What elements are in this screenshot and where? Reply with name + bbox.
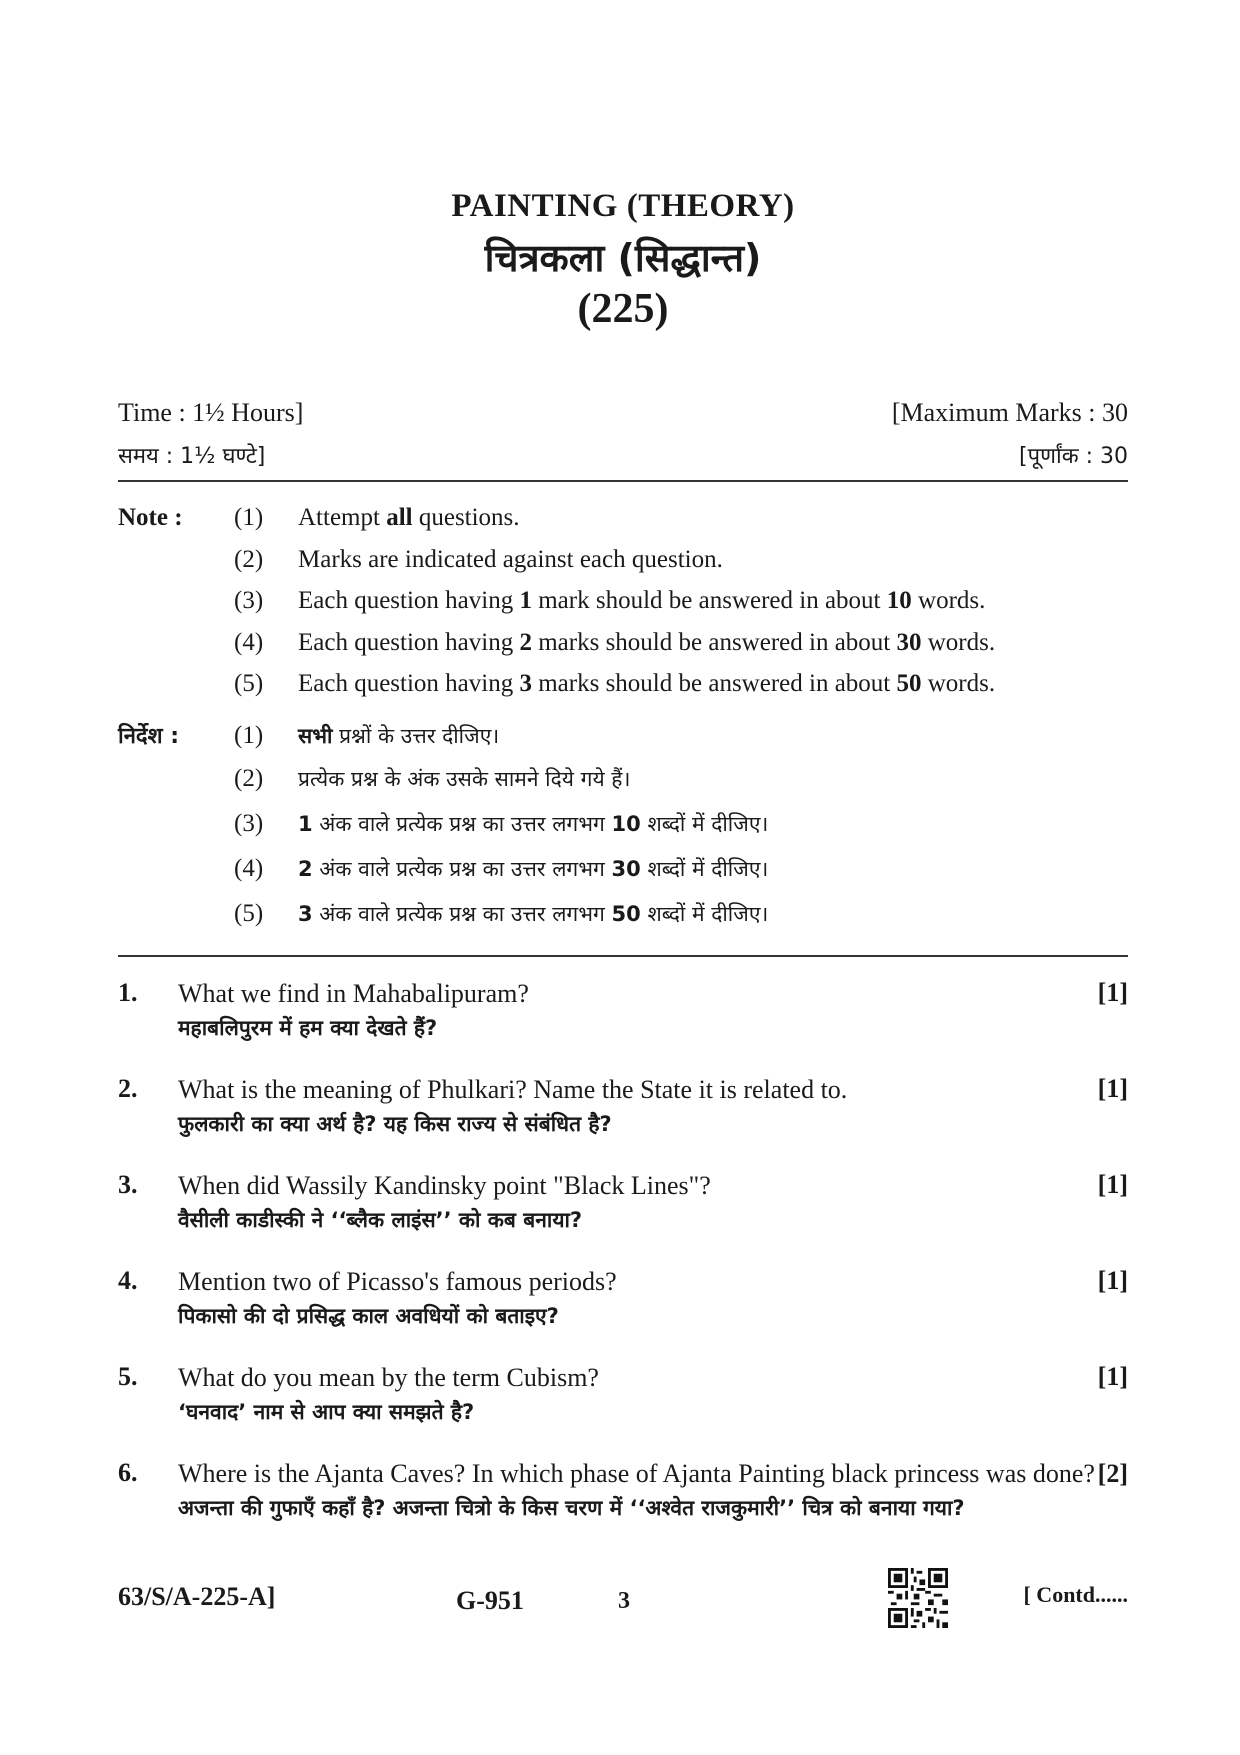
time-hindi: समय : 1½ घण्टे] (118, 444, 266, 469)
question-text-hindi: महाबलिपुरम में हम क्या देखते हैं? (178, 1016, 438, 1040)
exam-meta (118, 392, 1128, 476)
divider (118, 955, 1128, 957)
exam-page (118, 0, 1128, 1755)
question-marks: [1] (1097, 1362, 1128, 1391)
question-text-hindi: अजन्ता की गुफाएँ कहाँ है? अजन्ता चित्रो के किस चरण में ‘‘अश्वेत राजकुमारी’’ चित्र को बनाया गया? (178, 1496, 965, 1520)
paper-code: 63/S/A-225-A] (118, 1582, 276, 1611)
page-footer (118, 1568, 1128, 1638)
question-text-hindi: फुलकारी का क्या अर्थ है? यह किस राज्य से संबंधित है? (178, 1112, 612, 1136)
note-item: Note : (1) Attempt all questions. (118, 504, 520, 531)
note-item-hindi: निर्देश : (1) सभी प्रश्नों के उत्तर दीजिए। (118, 721, 500, 749)
question-5: 5. What do you mean by the term Cubism? ‘घनवाद’ नाम से आप क्या समझते है? [1] (118, 1362, 1128, 1428)
continued-label: [ Contd...... (1023, 1582, 1128, 1607)
question-6: 6. Where is the Ajanta Caves? In which phase of Ajanta Painting black princess was done? [2] अजन्ता की गुफाएँ कहाँ है? अजन्ता चित्रो के किस चरण में ‘‘अश्वेत राजकुमारी’’ चित्र को बनाया गया? (118, 1458, 1128, 1524)
note-item-hindi: (2) प्रत्येक प्रश्न के अंक उसके सामने दिये गये हैं। (234, 764, 631, 792)
question-text: What we find in Mahabalipuram? (178, 979, 529, 1008)
time-english: Time : 1½ Hours] (118, 398, 304, 427)
series-code: G-951 (456, 1586, 524, 1615)
question-3: 3. When did Wassily Kandinsky point "Black Lines"? वैसीली काडीस्की ने ‘‘ब्लैक लाइंस’’ को कब बनाया? [1] (118, 1170, 1128, 1236)
qr-code-icon (888, 1568, 948, 1628)
question-text-hindi: पिकासो की दो प्रसिद्ध काल अवधियों को बताइए? (178, 1304, 559, 1328)
question-marks: [1] (1097, 1266, 1128, 1295)
question-1: 1. What we find in Mahabalipuram? महाबलिपुरम में हम क्या देखते हैं? [1] (118, 978, 1128, 1044)
question-text-hindi: ‘घनवाद’ नाम से आप क्या समझते है? (178, 1400, 475, 1424)
page-number: 3 (618, 1588, 630, 1614)
question-text: Where is the Ajanta Caves? In which phase of Ajanta Painting black princess was done? (178, 1459, 1095, 1488)
divider (118, 480, 1128, 482)
question-marks: [1] (1097, 978, 1128, 1007)
note-item: (2) Marks are indicated against each question. (234, 545, 723, 573)
question-text: When did Wassily Kandinsky point "Black Lines"? (178, 1171, 711, 1200)
question-text-hindi: वैसीली काडीस्की ने ‘‘ब्लैक लाइंस’’ को कब बनाया? (178, 1208, 583, 1232)
max-marks-hindi: [पूर्णांक : 30 (1019, 444, 1128, 469)
question-marks: [1] (1097, 1170, 1128, 1199)
note-item-hindi: (5) 3 अंक वाले प्रत्येक प्रश्न का उत्तर लगभग 50 शब्दों में दीजिए। (234, 899, 769, 927)
note-item-hindi: (3) 1 अंक वाले प्रत्येक प्रश्न का उत्तर लगभग 10 शब्दों में दीजिए। (234, 809, 769, 837)
question-2: 2. What is the meaning of Phulkari? Name the State it is related to. फुलकारी का क्या अर्थ है? यह किस राज्य से संबंधित है? [1] (118, 1074, 1128, 1140)
question-text: What do you mean by the term Cubism? (178, 1363, 599, 1392)
question-marks: [2] (1097, 1459, 1128, 1488)
title-block (118, 188, 1128, 333)
question-4: 4. Mention two of Picasso's famous periods? पिकासो की दो प्रसिद्ध काल अवधियों को बताइए? [1] (118, 1266, 1128, 1332)
title-hindi: चित्रकला (सिद्धान्त) (484, 236, 762, 280)
note-item: (5) Each question having 3 marks should be answered in about 50 words. (234, 670, 996, 697)
question-text: Mention two of Picasso's famous periods? (178, 1267, 617, 1296)
instructions (118, 504, 1128, 945)
note-item: (4) Each question having 2 marks should be answered in about 30 words. (234, 628, 996, 656)
title-english: PAINTING (THEORY) (451, 188, 795, 224)
question-marks: [1] (1097, 1074, 1128, 1103)
subject-code: (225) (577, 286, 669, 332)
note-item-hindi: (4) 2 अंक वाले प्रत्येक प्रश्न का उत्तर लगभग 30 शब्दों में दीजिए। (234, 854, 769, 882)
question-list (118, 978, 1128, 1554)
note-item: (3) Each question having 1 mark should be answered in about 10 words. (234, 587, 986, 614)
note-label-hindi: निर्देश : (118, 723, 180, 749)
max-marks-english: [Maximum Marks : 30 (891, 398, 1128, 427)
question-text: What is the meaning of Phulkari? Name the State it is related to. (178, 1075, 848, 1104)
note-label: Note : (118, 504, 183, 531)
